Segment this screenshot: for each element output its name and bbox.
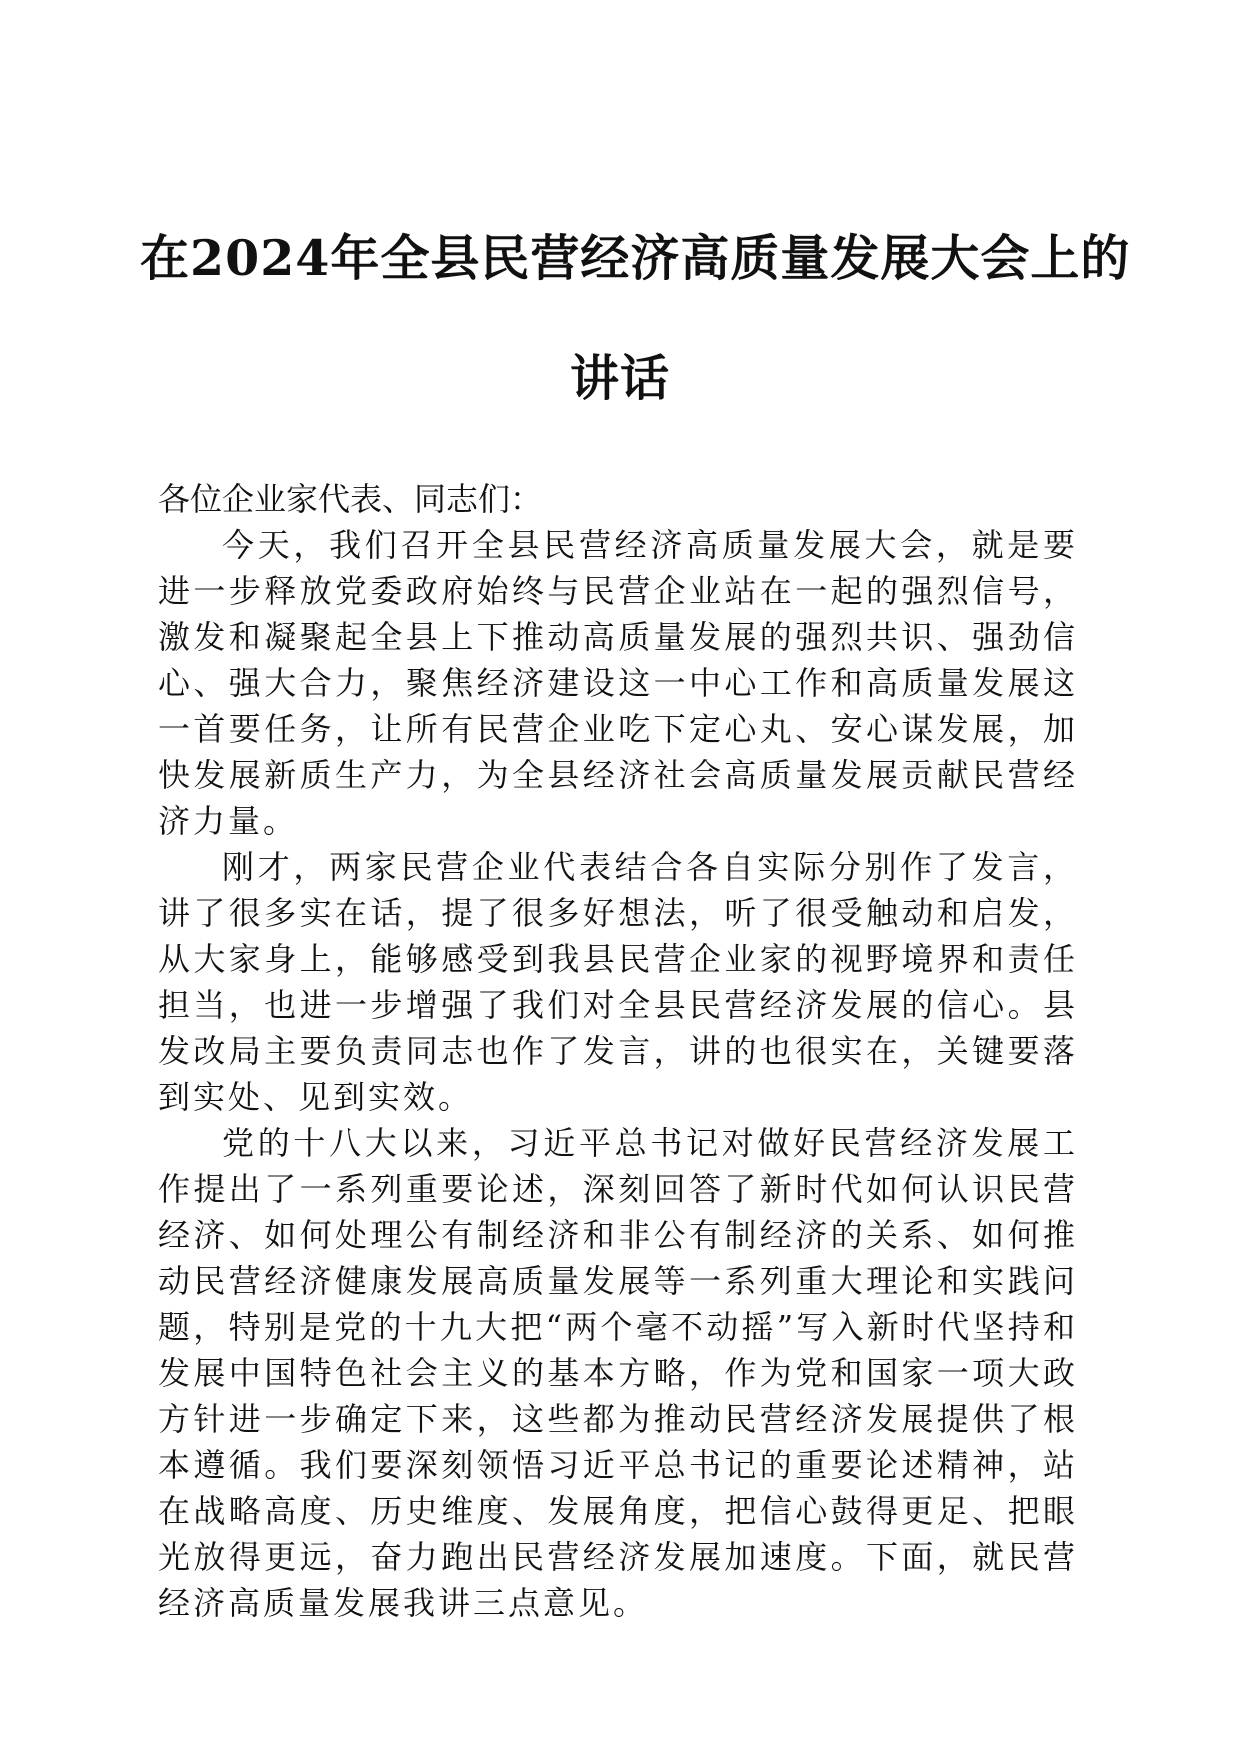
document-title-line-2: 讲话 [569, 349, 670, 407]
paragraph-2: 刚才，两家民营企业代表结合各自实际分别作了发言，讲了很多实在话，提了很多好想法，听了很受触动和启发，从大家身上，能够感受到我县民营企业家的视野境界和责任担当，也进一步增强了我们对全县民营经济发展的信心。县发改局主要负责同志也作了发言，讲的也很实在，关键要落到实处、见到实效。 [158, 848, 1078, 1116]
paragraph-3: 党的十八大以来，习近平总书记对做好民营经济发展工作提出了一系列重要论述，深刻回答了新时代如何认识民营经济、如何处理公有制经济和非公有制经济的关系、如何推动民营经济健康发展高质量发展等一系列重大理论和实践问题，特别是党的十九大把“两个毫不动摇”写入新时代坚持和发展中国特色社会主义的基本方略，作为党和国家一项大政方针进一步确定下来，这些都为推动民营经济发展提供了根本遵循。我们要深刻领悟习近平总书记的重要论述精神，站在战略高度、历史维度、发展角度，把信心鼓得更足、把眼光放得更远，奋力跑出民营经济发展加速度。下面，就民营经济高质量发展我讲三点意见。 [158, 1124, 1078, 1622]
document-body [158, 476, 1078, 1626]
paragraph-1: 今天，我们召开全县民营经济高质量发展大会，就是要进一步释放党委政府始终与民营企业站在一起的强烈信号，激发和凝聚起全县上下推动高质量发展的强烈共识、强劲信心、强大合力，聚焦经济建设这一中心工作和高质量发展这一首要任务，让所有民营企业吃下定心丸、安心谋发展，加快发展新质生产力，为全县经济社会高质量发展贡献民营经济力量。 [158, 526, 1078, 840]
document-title-line-1: 在2024年全县民营经济高质量发展大会上的 [140, 229, 1131, 287]
salutation: 各位企业家代表、同志们： [158, 480, 543, 518]
